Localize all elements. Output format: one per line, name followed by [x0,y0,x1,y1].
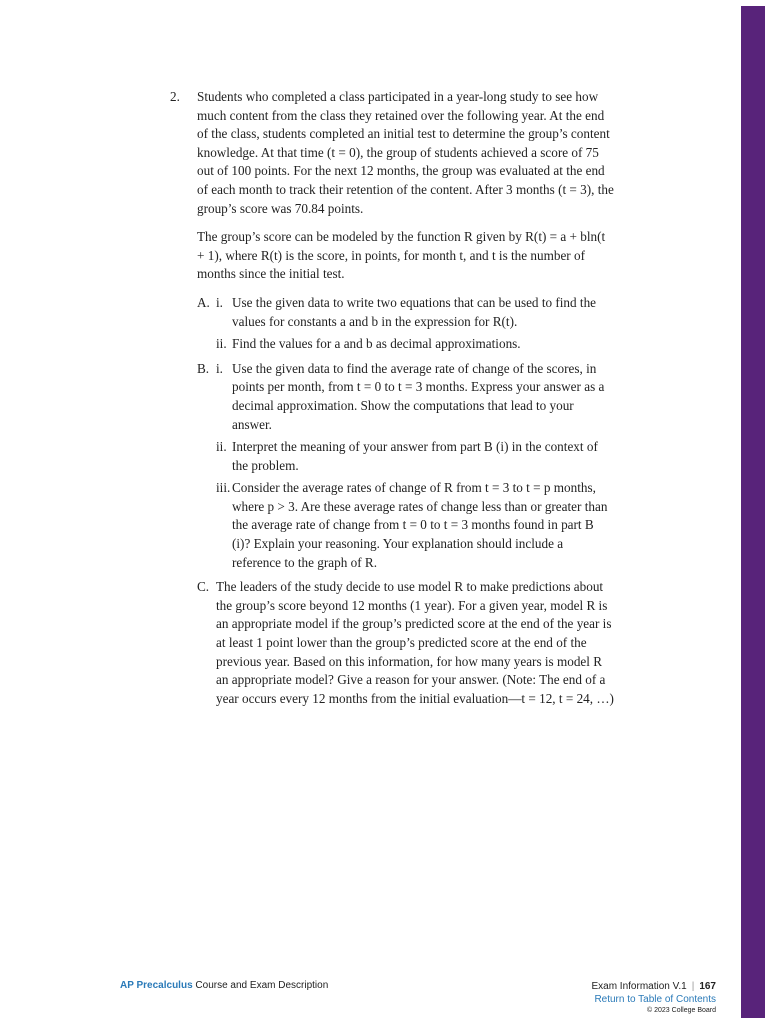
part-c [170,578,615,708]
subpart-numeral: i. [216,294,223,310]
subpart-text: Interpret the meaning of your answer from part B (i) in the context of the problem. [232,439,598,473]
model-description-paragraph: The group’s score can be modeled by the function R given by R(t) = a + bln(t + 1), where R(t) is the score, in points, for month t, and t is the number of months since the initial test. [197,229,606,282]
subpart-text: Consider the average rates of change of R from t = 3 to t = p months, where p > 3. Are these average rates of change less than or greater than the average rate of change from t = 0 to t = 3 months found in part B (i)? Explain your reasoning. Your explanation should include a reference to the graph of R. [232,480,608,570]
copyright: © 2023 College Board [647,1007,716,1014]
part-letter: C. [197,579,210,595]
subpart-text: Find the values for a and b as decimal approximations. [232,336,521,352]
part-a [170,294,615,358]
subpart-text: Use the given data to write two equations that can be used to find the values for constants a and b in the expression for R(t). [232,294,597,329]
part-a-ii [216,335,615,354]
part-b [170,360,615,577]
subpart-numeral: i. [216,360,223,376]
footer-brand: AP Precalculus [120,980,193,991]
part-letter: A. [197,294,210,310]
footer-divider: | [691,981,695,992]
sidebar-accent-bar [741,6,765,1018]
question-intro-paragraph: Students who completed a class participated in a year-long study to see how much content from the class they retained over the following year. At the end of the class, students completed an initial test to determine the group’s content knowledge. At that time (t = 0), the group of students achieved a score of 75 out of 100 points. For the next 12 months, the group was evaluated at the end of each month to track their retention of the content. After 3 months (t = 3), the group’s score was 70.84 points. [197,89,614,216]
part-b-i [216,360,615,434]
subpart-numeral: iii. [216,480,231,496]
part-letter: B. [197,360,210,376]
page-number: 167 [699,981,716,992]
subpart-numeral: ii. [216,336,227,352]
footer-course-title [120,980,328,991]
footer-page-info [591,980,716,1015]
question-number: 2. [170,89,180,104]
part-c-text: The leaders of the study decide to use model R to make predictions about the group’s score beyond 12 months (1 year). For a given year, model R is an appropriate model if the group’s predicted score at the end of the year is at least 1 point lower than the group’s predicted score at the end of the previous year. Based on this information, for how many years is model R an appropriate model? Give a reason for your answer. (Note: The end of a year occurs every 12 months from the initial evaluation—t = 12, t = 24, …) [216,579,614,706]
footer-doc-title: Course and Exam Description [195,980,329,991]
question-block [170,88,615,710]
part-b-ii [216,438,615,475]
part-b-iii [216,479,615,572]
return-to-toc-link[interactable]: Return to Table of Contents [594,994,716,1005]
subpart-text: Use the given data to find the average rate of change of the scores, in points per month, from t = 0 to t = 3 months. Express your answer as a decimal approximation. Show the computations that lead to your answer. [232,360,605,432]
subpart-numeral: ii. [216,439,227,455]
footer-section: Exam Information V.1 [591,981,687,992]
part-a-i [216,294,615,331]
